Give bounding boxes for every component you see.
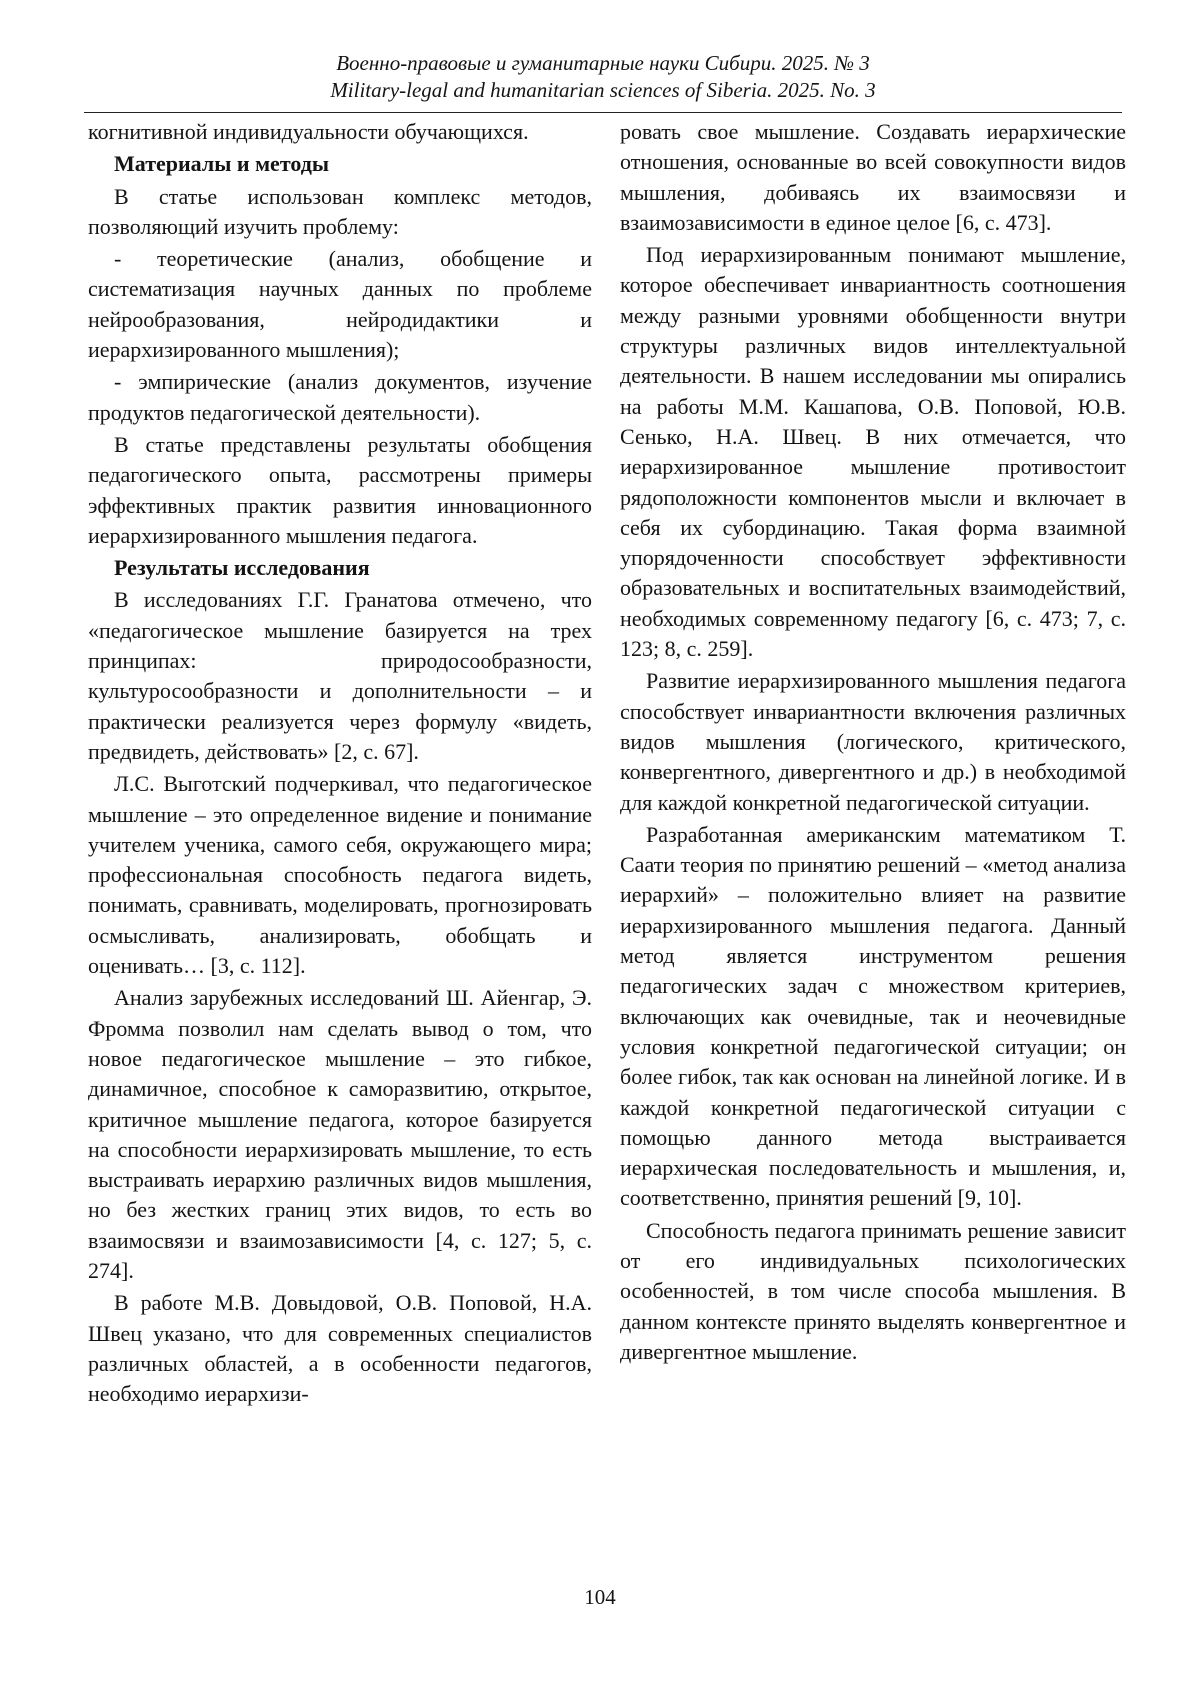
page-number: 104 — [584, 1585, 616, 1609]
paragraph: В статье представлены результаты обобщения педагогического опыта, рассмотрены примеры эффективных практик развития инновационного иерархизированного мышления педагога. — [88, 431, 592, 548]
journal-header — [84, 50, 1122, 104]
paragraph: В статье использован комплекс методов, позволяющий изучить проблему: — [88, 183, 592, 239]
paragraph: В исследованиях Г.Г. Гранатова отмечено, что «педагогическое мышление базируется на трех принципах: природосообразности, культуросообразности и дополнительности – и практически реализуется через формулу «видеть, предвидеть, действовать» [2, с. 67]. — [88, 587, 592, 764]
paragraph: Л.С. Выготский подчеркивал, что педагогическое мышление – это определенное видение и понимание учителем ученика, самого себя, окружающего мира; профессиональная способность педагога видеть, понимать, сравнивать, моделировать, прогнозировать осмысливать, анализировать, обобщать и оценивать… [3, с. 112]. — [88, 771, 592, 979]
header-rule — [84, 112, 1122, 113]
right-column — [620, 117, 1126, 1369]
paragraph: ровать свое мышление. Создавать иерархические отношения, основанные во всей совокупности видов мышления, добиваясь их взаимосвязи и взаимозависимости в единое целое [6, с. 473]. — [620, 119, 1126, 235]
section-heading-results: Результаты исследования — [114, 555, 370, 581]
paragraph: Способность педагога принимать решение зависит от его индивидуальных психологических особенностей, в том числе способа мышления. В данном контексте принято выделять конвергентное и дивергентное мышление. — [620, 1217, 1126, 1364]
paragraph: Разработанная американским математиком Т. Саати теория по принятию решений – «метод анализа иерархий» – положительно влияет на развитие иерархизированного мышления педагога. Данный метод является инструментом решения педагогических задач с множеством критериев, включающих как очевидные, так и неочевидные условия конкретной педагогической ситуации; он более гибок, так как основан на линейной логике. И в каждой конкретной педагогической ситуации с помощью данного метода выстраивается иерархическая последовательность и мышления, и, соответственно, принятия решений [9, 10]. — [620, 821, 1126, 1211]
journal-title-ru: Военно-правовые и гуманитарные науки Сибири. 2025. № 3 — [336, 51, 870, 75]
list-item: - эмпирические (анализ документов, изучение продуктов педагогической деятельности). — [88, 369, 592, 425]
paragraph: Развитие иерархизированного мышления педагога способствует инвариантности включения различных видов мышления (логического, критического, конвергентного, дивергентного и др.) в необходимой для каждой конкретной педагогической ситуации. — [620, 668, 1126, 815]
paragraph: Под иерархизированным понимают мышление, которое обеспечивает инвариантность соотношения между разными уровнями обобщенности внутри структуры различных видов интеллектуальной деятельности. В нашем исследовании мы опирались на работы М.М. Кашапова, О.В. Поповой, Ю.В. Сенько, Н.А. Швец. В них отмечается, что иерархизированное мышление противостоит рядоположности компонентов мысли и включает в себя их субординацию. Такая форма взаимной упорядоченности способствует эффективности образовательных и воспитательных взаимодействий, необходимых современному педагогу [6, с. 473; 7, с. 123; 8, с. 259]. — [620, 242, 1126, 662]
paragraph: когнитивной индивидуальности обучающихся. — [88, 119, 529, 144]
paragraph: В работе М.В. Довыдовой, О.В. Поповой, Н.А. Швец указано, что для современных специалистов различных областей, а в особенности педагогов, необходимо иерархизи- — [88, 1290, 592, 1407]
left-column — [88, 117, 592, 1411]
section-heading-methods: Материалы и методы — [114, 151, 330, 177]
journal-title-en: Military-legal and humanitarian sciences of Siberia. 2025. No. 3 — [330, 78, 876, 102]
list-item: - теоретические (анализ, обобщение и систематизация научных данных по проблеме нейрообразования, нейродидактики и иерархизированного мышления); — [88, 246, 592, 363]
paragraph: Анализ зарубежных исследований Ш. Айенгар, Э. Фромма позволил нам сделать вывод о том, что новое педагогическое мышление – это гибкое, динамичное, способное к саморазвитию, открытое, критичное мышление педагога, которое базируется на способности иерархизировать мышление, то есть выстраивать иерархию различных видов мышления, но без жестких границ этих видов, то есть во взаимосвязи и взаимозависимости [4, с. 127; 5, с. 274]. — [88, 985, 592, 1283]
